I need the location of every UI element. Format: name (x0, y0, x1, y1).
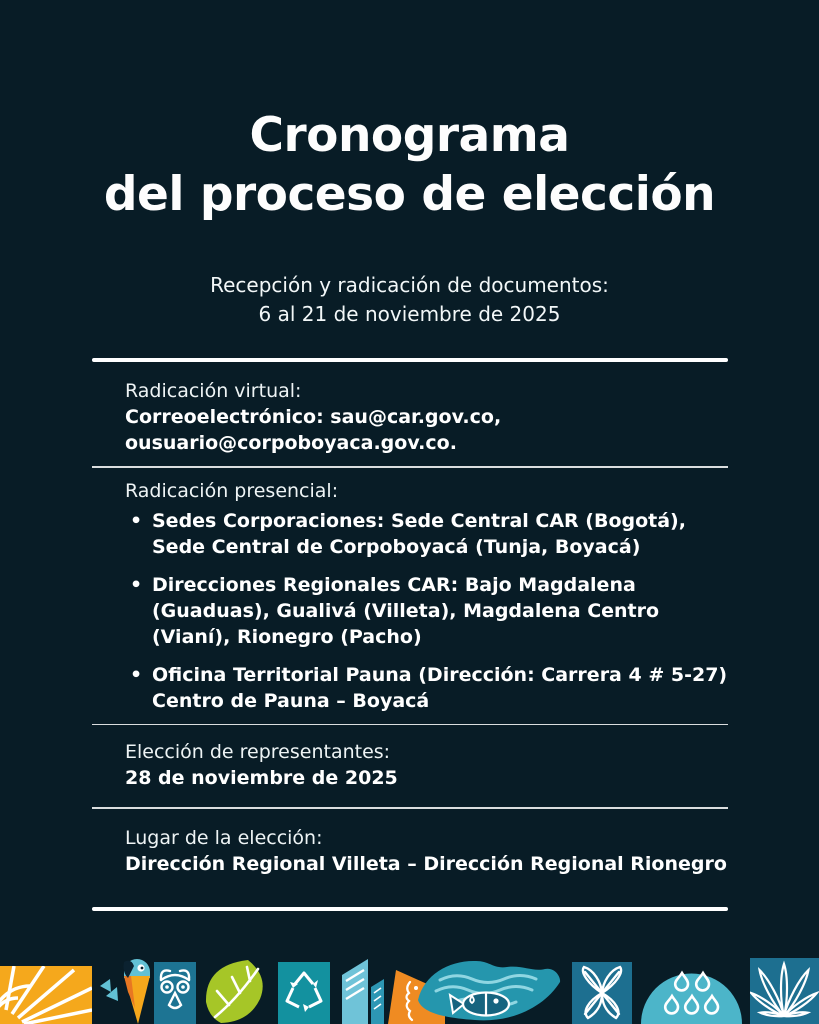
page-title-line2: del proceso de elección (103, 167, 716, 222)
virtual-email-line2: ousuario@corpoboyaca.gov.co. (125, 432, 457, 454)
section-lugar (92, 809, 728, 907)
list-item: • Direcciones Regionales CAR: Bajo Magdalena (Guaduas), Gualivá (Villeta), Magdalena Centro (Vianí), Rionegro (Pacho) (125, 572, 728, 650)
wave-fish-icon (414, 954, 566, 1024)
lugar-label: Lugar de la elección: (125, 826, 323, 849)
section-eleccion (92, 725, 728, 807)
subtitle (0, 271, 819, 329)
leaf-icon (203, 957, 272, 1024)
bird-icon (98, 958, 152, 1024)
raccoon-icon (154, 962, 196, 1024)
list-item: • Sedes Corporaciones: Sede Central CAR (Bogotá), Sede Central de Corpoboyacá (Tunja, Boyacá) (125, 508, 728, 560)
virtual-email-line1: Correoelectrónico: sau@car.gov.co, (125, 406, 502, 428)
virtual-label: Radicación virtual: (125, 380, 302, 402)
presencial-bullet-list (125, 508, 728, 714)
decorative-icon-strip (0, 950, 819, 1024)
list-item: • Oficina Territorial Pauna (Dirección: Carrera 4 # 5-27) Centro de Pauna – Boyacá (125, 662, 728, 714)
water-drops-icon (641, 960, 742, 1024)
eleccion-date: 28 de noviembre de 2025 (125, 767, 398, 789)
section-radicacion-virtual (92, 362, 728, 466)
divider-thick-bottom (92, 907, 728, 911)
recycle-icon (278, 962, 330, 1024)
lotus-icon (750, 958, 819, 1024)
butterfly-icon (572, 962, 632, 1024)
subtitle-line2: 6 al 21 de noviembre de 2025 (258, 302, 561, 326)
section-radicacion-presencial (92, 468, 728, 724)
lugar-value: Dirección Regional Villeta – Dirección Regional Rionegro (125, 852, 727, 875)
sun-icon (0, 966, 92, 1024)
schedule-content (92, 358, 728, 911)
page-title-line1: Cronograma (249, 108, 570, 163)
page-title (0, 106, 819, 224)
presencial-label: Radicación presencial: (125, 479, 339, 502)
eleccion-label: Elección de representantes: (125, 741, 391, 763)
building-icon (336, 957, 388, 1024)
subtitle-line1: Recepción y radicación de documentos: (210, 273, 609, 297)
